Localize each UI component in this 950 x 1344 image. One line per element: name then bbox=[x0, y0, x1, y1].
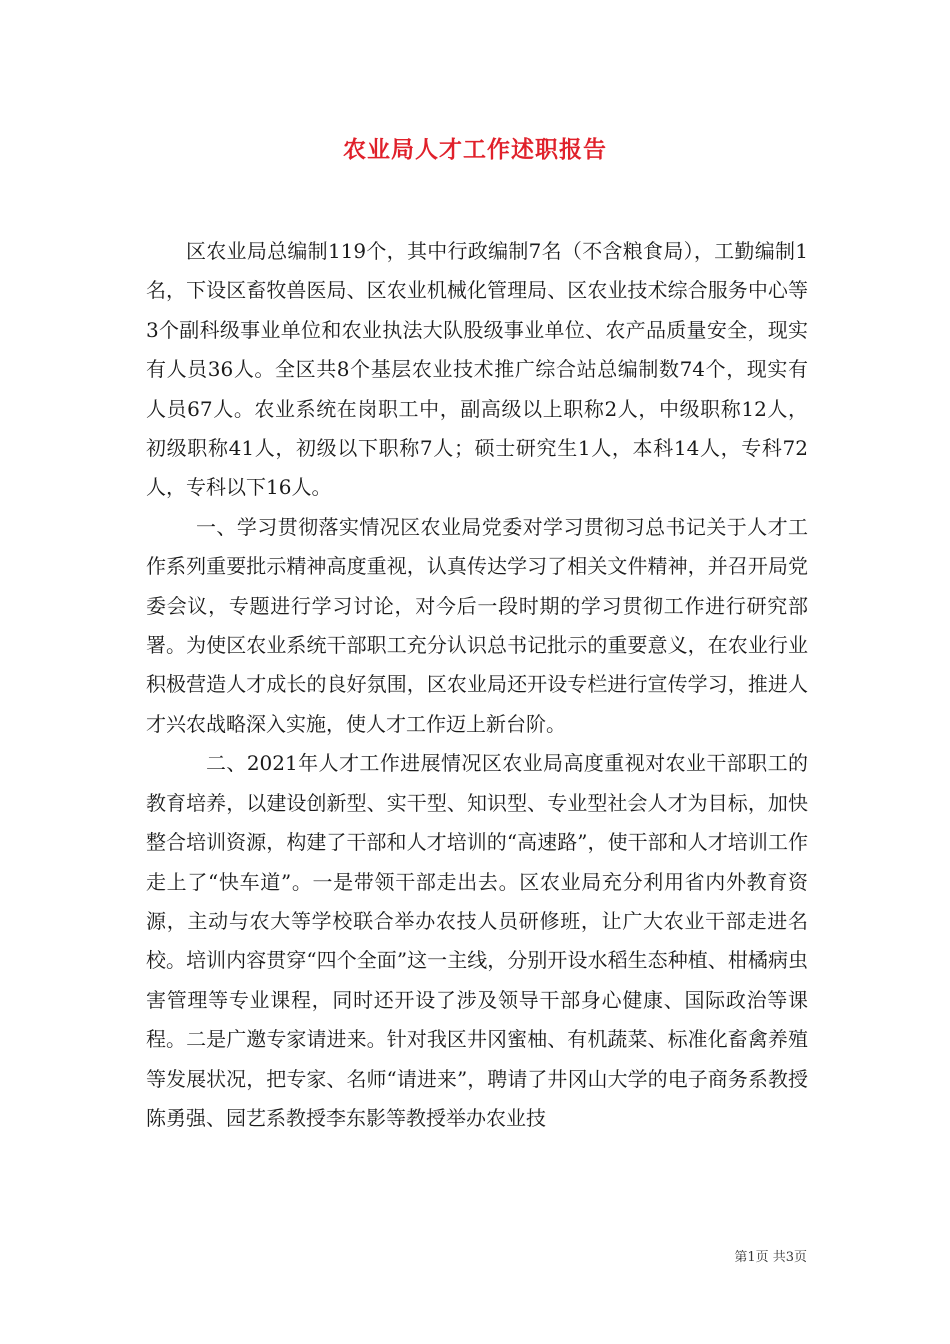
paragraph-section-one: 一、学习贯彻落实情况区农业局党委对学习贯彻习总书记关于人才工作系列重要批示精神高度重视，认真传达学习了相关文件精神，并召开局党委会议，专题进行学习讨论，对今后一段时期的学习贯彻工作进行研究部署。为使区农业系统干部职工充分认识总书记批示的重要意义，在农业行业积极营造人才成长的良好氛围，区农业局还开设专栏进行宣传学习，推进人才兴农战略深入实施，使人才工作迈上新台阶。 bbox=[146, 514, 808, 736]
page-number-footer: 第1页 共3页 bbox=[734, 1250, 807, 1265]
document-title: 农业局人才工作述职报告 bbox=[343, 136, 607, 163]
paragraph-section-two: 二、2021年人才工作进展情况区农业局高度重视对农业干部职工的教育培养，以建设创新型、实干型、知识型、专业型社会人才为目标，加快整合培训资源，构建了干部和人才培训的“高速路”，使干部和人才培训工作走上了“快车道”。一是带领干部走出去。区农业局充分利用省内外教育资源，主动与农大等学校联合举办农技人员研修班，让广大农业干部走进名校。培训内容贯穿“四个全面”这一主线，分别开设水稻生态种植、柑橘病虫害管理等专业课程，同时还开设了涉及领导干部身心健康、国际政治等课程。二是广邀专家请进来。针对我区井冈蜜柚、有机蔬菜、标准化畜禽养殖等发展状况，把专家、名师“请进来”，聘请了井冈山大学的电子商务系教授陈勇强、园艺系教授李东影等教授举办农业技 bbox=[146, 751, 808, 1130]
paragraph-overview: 区农业局总编制119个，其中行政编制7名（不含粮食局），工勤编制1名，下设区畜牧兽医局、区农业机械化管理局、区农业技术综合服务中心等3个副科级事业单位和农业执法大队股级事业单位、农产品质量安全，现实有人员36人。全区共8个基层农业技术推广综合站总编制数74个，现实有人员67人。农业系统在岗职工中，副高级以上职称2人，中级职称12人，初级职称41人，初级以下职称7人；硕士研究生1人，本科14人，专科72人，专科以下16人。 bbox=[146, 239, 808, 500]
document-body bbox=[146, 232, 808, 1138]
